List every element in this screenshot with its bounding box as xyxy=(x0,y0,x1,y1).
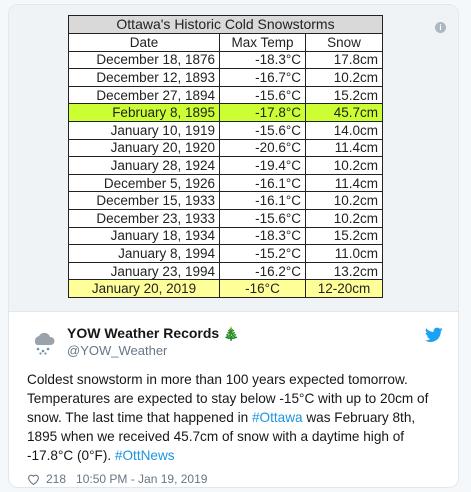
cell-date: January 23, 1994 xyxy=(69,262,220,280)
tweet-image[interactable] xyxy=(9,5,458,312)
cell-snow: 11.4cm xyxy=(306,174,383,192)
table-row xyxy=(69,245,383,263)
table-row xyxy=(69,139,383,157)
cell-snow: 10.2cm xyxy=(306,209,383,227)
cell-snow: 11.4cm xyxy=(306,139,383,157)
cell-snow: 17.8cm xyxy=(306,51,383,69)
table-row xyxy=(69,157,383,175)
cell-snow: 14.0cm xyxy=(306,121,383,139)
cell-date: January 20, 2019 xyxy=(69,280,220,298)
table-row xyxy=(69,104,383,122)
cell-max-temp: -18.3°C xyxy=(220,227,306,245)
snowstorm-table xyxy=(68,15,383,298)
cell-snow: 15.2cm xyxy=(306,86,383,104)
cell-max-temp: -20.6°C xyxy=(220,139,306,157)
cell-max-temp: -15.6°C xyxy=(220,209,306,227)
christmas-tree-icon: 🎄 xyxy=(223,326,240,341)
cell-max-temp: -17.8°C xyxy=(220,104,306,122)
cloud-snow-icon[interactable] xyxy=(27,325,59,357)
author-handle[interactable]: @YOW_Weather xyxy=(67,343,168,358)
tweet-meta xyxy=(27,472,207,486)
info-icon[interactable]: i xyxy=(435,22,446,33)
tweet-author[interactable] xyxy=(27,323,447,363)
cell-date: December 23, 1933 xyxy=(69,209,220,227)
cell-snow: 10.2cm xyxy=(306,157,383,175)
table-row xyxy=(69,174,383,192)
tweet-text: Coldest snowstorm in more than 100 years expected tomorrow. Temperatures are expected to stay below -15°C with up to 20cm of snow. The last time that happened in #Ottawa was February 8th, 1895 when we received 45.7cm of snow with a daytime high of -17.8°C (0°F). #OttNews xyxy=(27,372,429,463)
cell-snow: 10.2cm xyxy=(306,192,383,210)
cell-max-temp: -16.1°C xyxy=(220,192,306,210)
cell-snow: 45.7cm xyxy=(306,104,383,122)
like-count[interactable]: 218 xyxy=(46,472,67,486)
table-header-row xyxy=(69,34,383,52)
cell-date: February 8, 1895 xyxy=(69,104,220,122)
hashtag-ottnews[interactable]: #OttNews xyxy=(114,448,175,463)
cell-date: December 27, 1894 xyxy=(69,86,220,104)
table-title: Ottawa's Historic Cold Snowstorms xyxy=(69,16,383,34)
cell-date: December 12, 1893 xyxy=(69,69,220,87)
cell-max-temp: -15.2°C xyxy=(220,245,306,263)
cell-date: December 5, 1926 xyxy=(69,174,220,192)
heart-icon[interactable] xyxy=(27,473,40,485)
table-row xyxy=(69,227,383,245)
table-row xyxy=(69,121,383,139)
header-date: Date xyxy=(69,34,220,52)
cell-date: January 20, 1920 xyxy=(69,139,220,157)
cell-max-temp: -16.1°C xyxy=(220,174,306,192)
cell-max-temp: -19.4°C xyxy=(220,157,306,175)
cell-snow: 12-20cm xyxy=(306,280,383,298)
cell-date: January 10, 1919 xyxy=(69,121,220,139)
table-row xyxy=(69,51,383,69)
twitter-bird-icon[interactable] xyxy=(425,327,443,343)
cell-max-temp: -15.6°C xyxy=(220,86,306,104)
cell-max-temp: -16.7°C xyxy=(220,69,306,87)
header-snow: Snow xyxy=(306,34,383,52)
tweet-card[interactable] xyxy=(8,4,459,488)
cell-date: December 18, 1876 xyxy=(69,51,220,69)
cell-snow: 13.2cm xyxy=(306,262,383,280)
author-name[interactable]: YOW Weather Records 🎄 xyxy=(67,325,240,341)
cell-max-temp: -15.6°C xyxy=(220,121,306,139)
table-row xyxy=(69,69,383,87)
header-max-temp: Max Temp xyxy=(220,34,306,52)
cell-date: January 8, 1994 xyxy=(69,245,220,263)
table-row xyxy=(69,192,383,210)
cell-snow: 11.0cm xyxy=(306,245,383,263)
cell-max-temp: -18.3°C xyxy=(220,51,306,69)
table-row xyxy=(69,262,383,280)
cell-date: January 28, 1924 xyxy=(69,157,220,175)
table-row xyxy=(69,209,383,227)
cell-date: December 15, 1933 xyxy=(69,192,220,210)
table-row xyxy=(69,86,383,104)
table-row xyxy=(69,280,383,298)
cell-max-temp: -16°C xyxy=(220,280,306,298)
timestamp[interactable]: 10:50 PM - Jan 19, 2019 xyxy=(76,472,208,486)
cell-date: January 18, 1934 xyxy=(69,227,220,245)
hashtag-ottawa[interactable]: #Ottawa xyxy=(251,410,303,425)
cell-snow: 10.2cm xyxy=(306,69,383,87)
cell-max-temp: -16.2°C xyxy=(220,262,306,280)
cell-snow: 15.2cm xyxy=(306,227,383,245)
